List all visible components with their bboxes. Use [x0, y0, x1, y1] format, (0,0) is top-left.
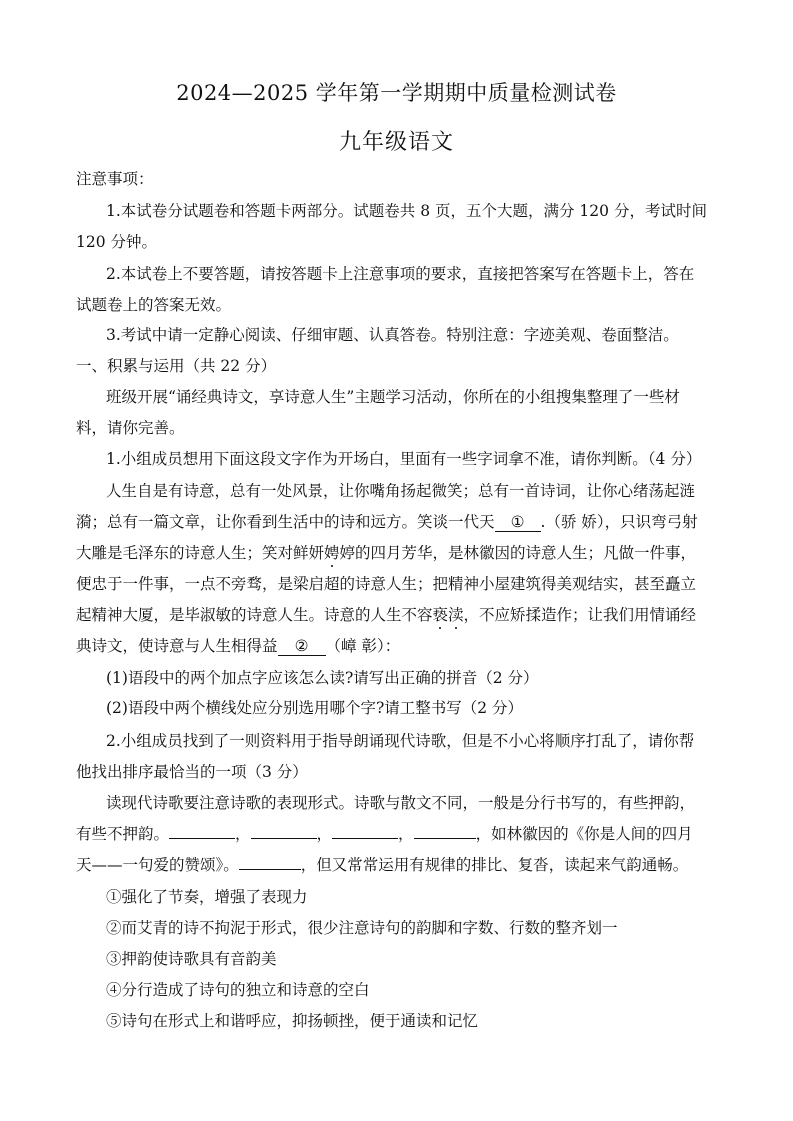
passage-line-6: [76, 635, 726, 657]
notice-item-1: 1.本试卷分试题卷和答题卡两部分。试题卷共 8 页，五个大题，满分 120 分，考试时间: [106, 202, 707, 220]
notice-item-3: 3.考试中请一定静心阅读、仔细审题、认真答卷。特别注意：字迹美观、卷面整洁。: [106, 326, 679, 344]
exam-subtitle: 九年级语文: [338, 130, 454, 155]
notice-heading: 注意事项：: [76, 170, 154, 188]
separator: ，: [235, 825, 251, 843]
passage-line-5: [76, 604, 726, 626]
answer-blank: [251, 838, 317, 839]
option-1: ①强化了节奏，增强了表现力: [106, 888, 308, 906]
notice-item-2: 2.本试卷上不要答题，请按答题卡上注意事项的要求，直接把答案写在答题卡上，答在: [106, 265, 695, 283]
answer-blank: [332, 838, 398, 839]
reading-line-3: [76, 854, 726, 876]
question-2-cont: 他找出排序最恰当的一项（3 分）: [76, 763, 308, 781]
dotted-char: 渎: [448, 606, 464, 624]
passage-text: （嶂 彰）：: [325, 637, 401, 655]
passage-line-2: [76, 511, 726, 533]
passage-text: 婷的四月芳华，是林徽因的诗意人生；凡做一件事，: [339, 544, 697, 562]
passage-text: 大雕是毛泽东的诗意人生；笑对鲜妍: [76, 544, 325, 562]
option-5: ⑤诗句在形式上和谐呼应，抑扬顿挫，便于通读和记忆: [106, 1012, 479, 1030]
section-1-intro: 班级开展“诵经典诗文，享诗意人生”主题学习活动，你所在的小组搜集整理了一些材: [106, 388, 680, 406]
sub-question-1: (1)语段中的两个加点字应该怎么读?请写出正确的拼音（2 分）: [106, 669, 539, 687]
option-3: ③押韵使诗歌具有音韵美: [106, 950, 277, 968]
separator: ，: [398, 825, 414, 843]
passage-text: ，不应矫揉造作；让我们用情诵经: [463, 606, 697, 624]
option-2: ②而艾青的诗不拘泥于形式，很少注意诗句的韵脚和字数、行数的整齐划一: [106, 919, 618, 937]
reading-text: ，如林徽因的《你是人间的四月: [475, 825, 693, 843]
blank-2: ②: [278, 637, 326, 656]
section-1-intro-cont: 料，请你完善。: [76, 419, 185, 437]
option-4: ④分行造成了诗句的独立和诗意的空白: [106, 981, 370, 999]
passage-text: .（骄 娇），只识弯弓射: [540, 513, 698, 531]
blank-1: ①: [495, 513, 541, 532]
reading-line-2: [76, 823, 726, 845]
dotted-char: 亵: [432, 606, 449, 624]
passage-text: 起精神大厦，是毕淑敏的诗意人生。诗意的人生不容: [76, 606, 433, 624]
passage-line-3: [76, 542, 726, 564]
passage-text: 漪；总有一篇文章，让你看到生活中的诗和远方。笑谈一代天: [76, 513, 495, 531]
reading-line-1: 读现代诗歌要注意诗歌的表现形式。诗歌与散文不同，一般是分行书写的，有些押韵，: [106, 794, 696, 812]
passage-text: 典诗文，使诗意与人生相得益: [76, 637, 278, 655]
reading-text: 天——一句爱的赞颂》。: [76, 856, 239, 874]
notice-item-1-cont: 120 分钟。: [76, 233, 158, 251]
answer-blank: [239, 869, 301, 870]
answer-blank: [414, 838, 476, 839]
section-1-heading: 一、积累与运用（共 22 分）: [76, 357, 277, 375]
sub-question-2: (2)语段中两个横线处应分别选用哪个字?请工整书写（2 分）: [106, 699, 524, 717]
exam-title: 2024—2025 学年第一学期期中质量检测试卷: [176, 81, 617, 105]
reading-text: ，但又常常运用有规律的排比、复沓，读起来气韵通畅。: [300, 856, 689, 874]
notice-item-2-cont: 试题卷上的答案无效。: [76, 296, 232, 314]
passage-line-4: 便忠于一件事，一点不旁骛，是梁启超的诗意人生；把精神小屋建筑得美观结实，甚至矗立: [76, 575, 697, 593]
separator: ，: [316, 825, 333, 843]
passage-line-1: 人生自是有诗意，总有一处风景，让你嘴角扬起微笑；总有一首诗词，让你心绪荡起涟: [106, 482, 696, 500]
reading-text: 有些不押韵。: [76, 825, 170, 843]
question-2: 2.小组成员找到了一则资料用于指导朗诵现代诗歌，但是不小心将顺序打乱了，请你帮: [106, 732, 695, 750]
dotted-char: 娉: [324, 544, 340, 562]
question-1: 1.小组成员想用下面这段文字作为开场白，里面有一些字词拿不准，请你判断。（4 分）: [106, 450, 702, 468]
answer-blank: [169, 838, 235, 839]
